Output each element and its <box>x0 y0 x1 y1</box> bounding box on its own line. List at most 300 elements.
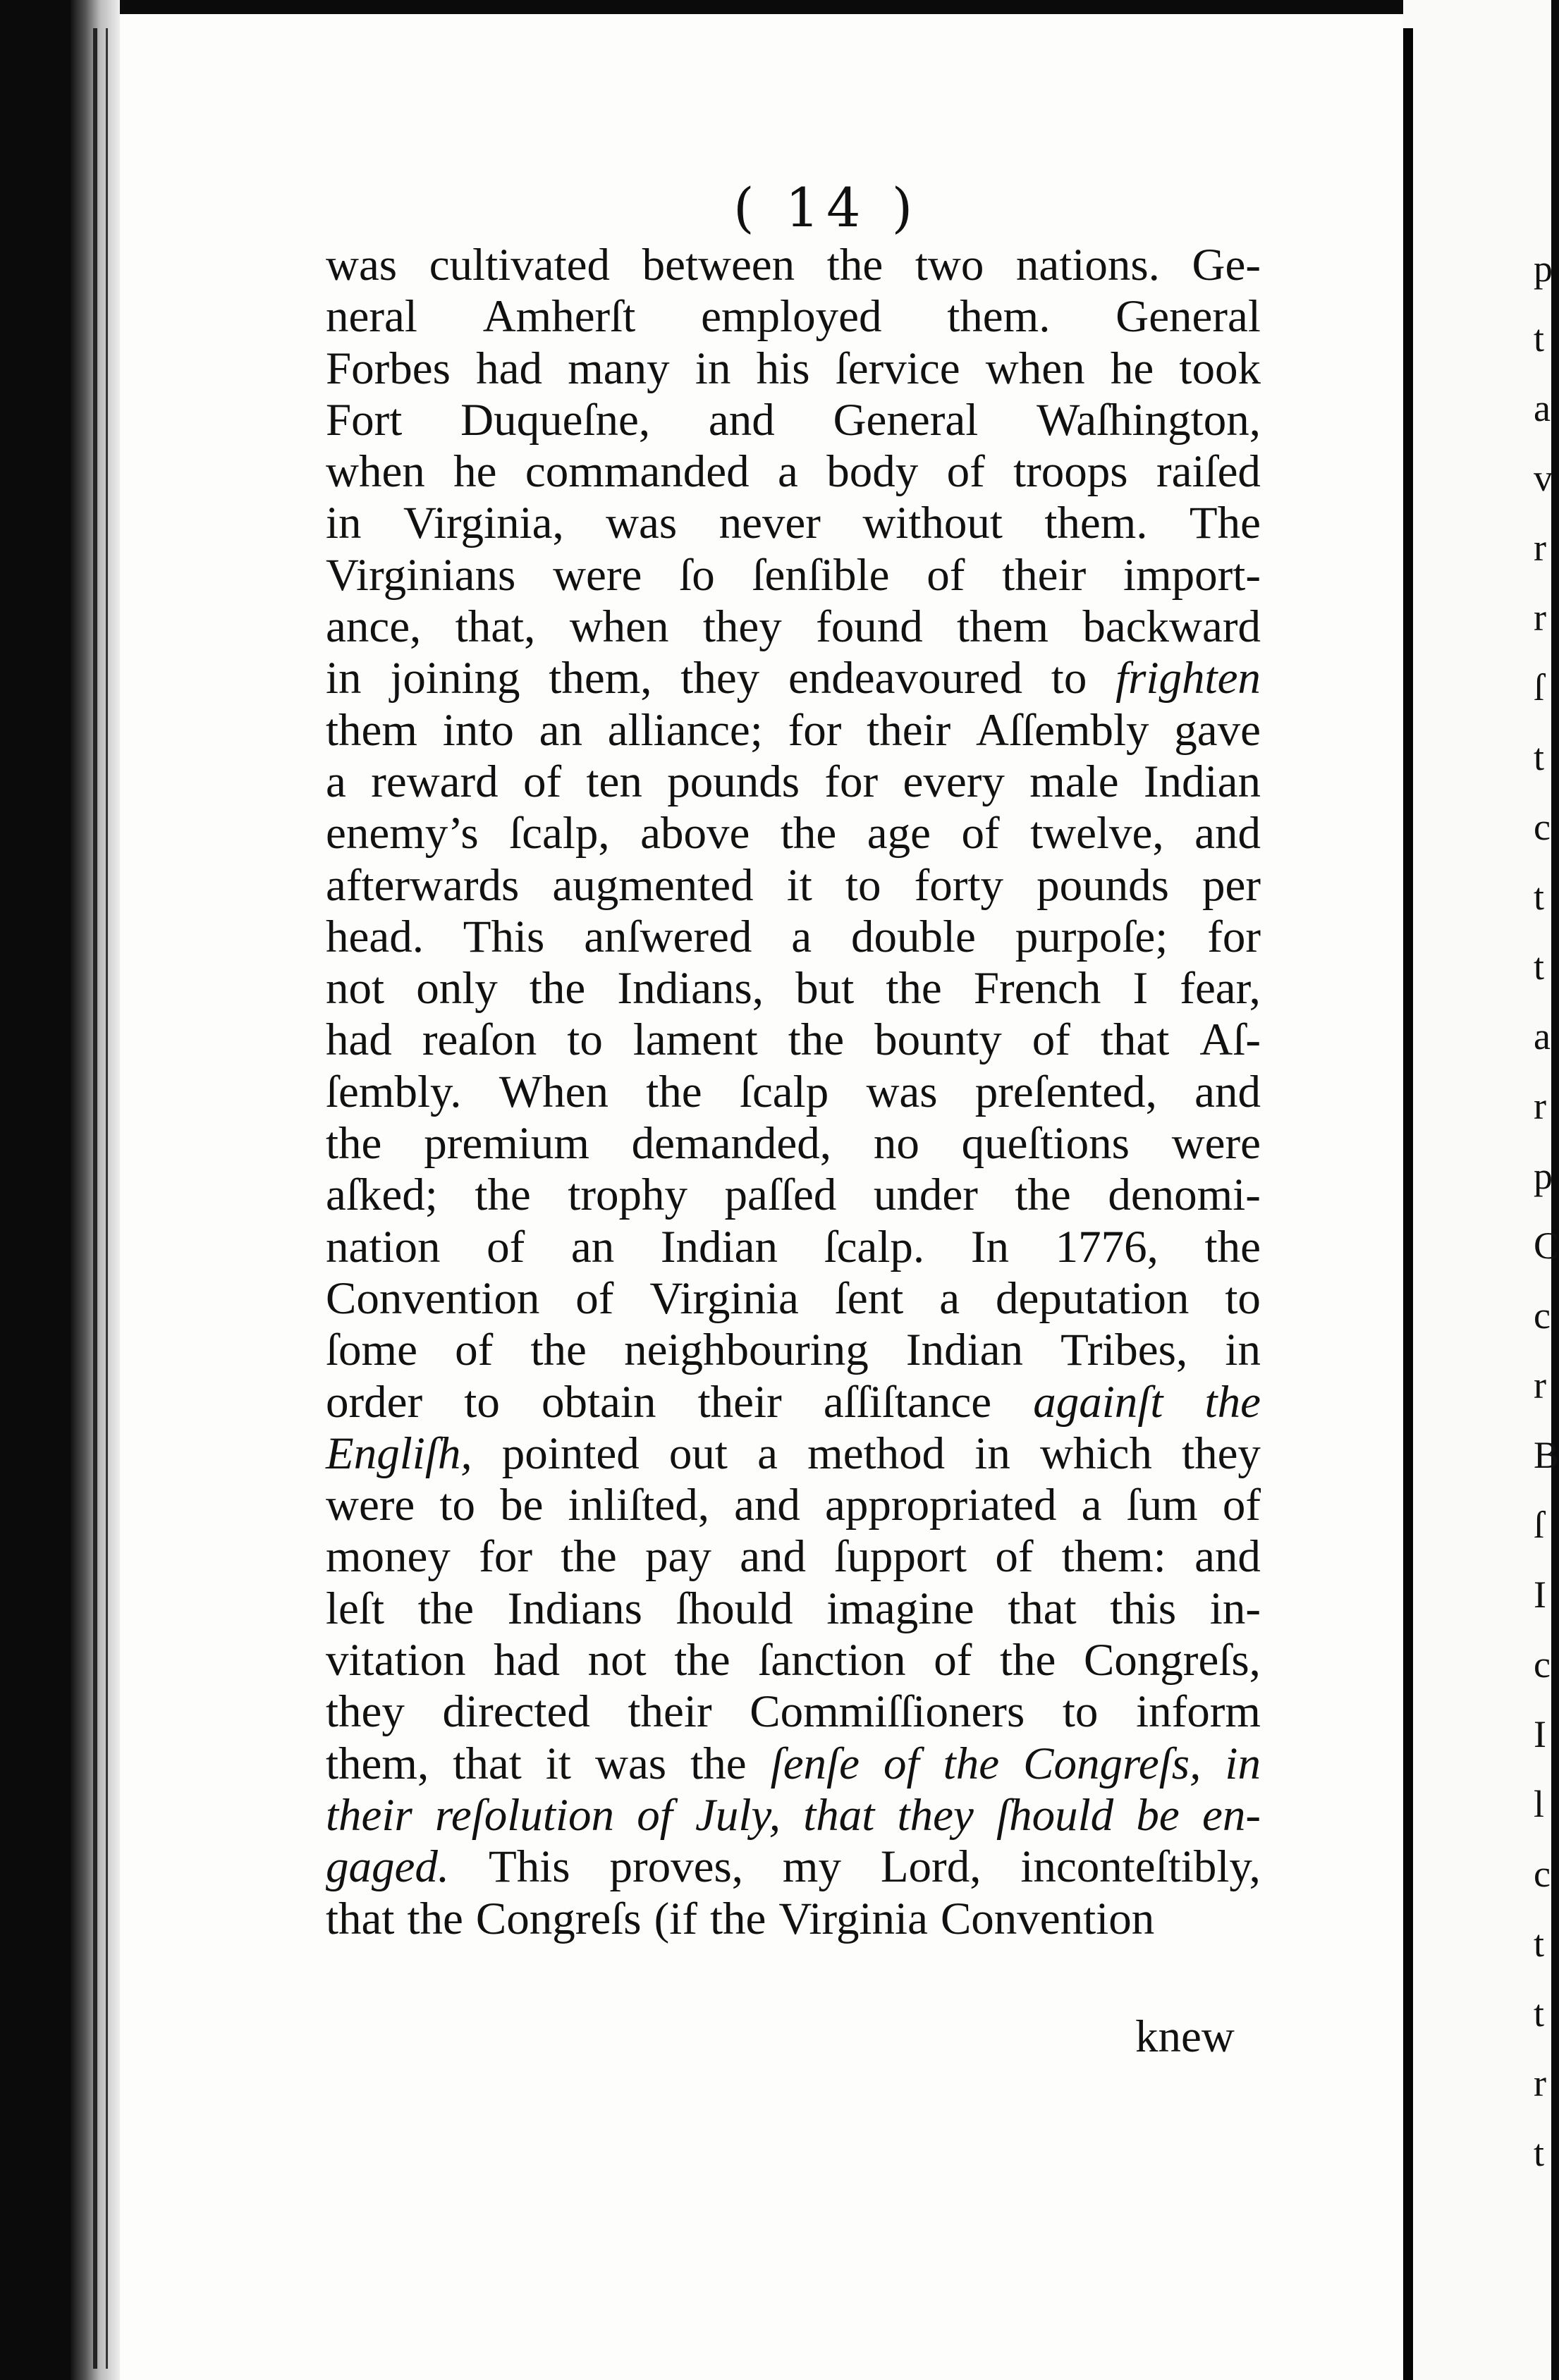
word: in <box>695 343 731 394</box>
word: pointed <box>501 1428 640 1479</box>
word: was <box>606 498 678 549</box>
word: pounds <box>667 756 800 807</box>
word: of <box>927 549 965 601</box>
word: were <box>326 1480 415 1531</box>
word: the <box>826 240 884 290</box>
word: Indian <box>905 1325 1023 1376</box>
word: of <box>487 1221 525 1272</box>
word: be <box>1136 1789 1180 1841</box>
word: out <box>668 1428 728 1479</box>
bleed-letter: ſ <box>1534 666 1545 709</box>
word: Engliſh, <box>326 1428 472 1479</box>
word: took <box>1179 343 1261 394</box>
word: in <box>326 653 362 704</box>
word: order <box>326 1376 423 1428</box>
text-line <box>326 1841 1261 1893</box>
word: no <box>873 1118 919 1170</box>
word: employed <box>701 291 882 343</box>
word: the <box>690 1738 747 1789</box>
word: a <box>939 1272 960 1324</box>
word: for <box>824 756 879 807</box>
word: In <box>970 1221 1009 1272</box>
word: reaſon <box>422 1014 537 1066</box>
word: to <box>1225 1272 1261 1324</box>
word: Congreſs, <box>1083 1635 1261 1686</box>
word: 1776, <box>1055 1221 1158 1272</box>
word: every <box>903 756 1005 807</box>
word: of <box>637 1789 673 1841</box>
word: be <box>500 1480 544 1531</box>
word: them: <box>1061 1531 1166 1583</box>
page-number: ( 14 ) <box>733 176 920 239</box>
word: that <box>1008 1583 1077 1634</box>
word: never <box>719 498 821 549</box>
word: Waſhington, <box>1037 394 1261 446</box>
bleed-letter: I <box>1534 1574 1546 1616</box>
word: their <box>1002 549 1087 601</box>
word: Aſ- <box>1199 1014 1261 1066</box>
word: that <box>803 1789 875 1841</box>
bleed-letter: c <box>1534 1294 1551 1337</box>
word: he <box>453 446 497 498</box>
word: denomi- <box>1108 1170 1261 1221</box>
text-line <box>326 653 1261 704</box>
bleed-letter: t <box>1534 317 1545 360</box>
word: alliance; <box>607 704 763 756</box>
bleed-letter: t <box>1534 2132 1545 2174</box>
word: ſenſe <box>770 1738 860 1789</box>
body-text <box>326 240 1261 1945</box>
word: ten <box>586 756 642 807</box>
word: Virginia <box>649 1272 799 1324</box>
word: of <box>961 808 1000 859</box>
text-line <box>326 291 1261 343</box>
word: above <box>640 808 750 859</box>
word: for <box>479 1531 532 1583</box>
word: Indians <box>507 1583 642 1634</box>
word: double <box>850 911 976 962</box>
word: this <box>1110 1583 1177 1634</box>
word: they <box>680 653 760 704</box>
word: ſupport <box>834 1531 967 1583</box>
word: trophy <box>568 1170 687 1221</box>
word: Indian <box>660 1221 778 1272</box>
word: July, <box>695 1789 781 1841</box>
word: ſhould <box>675 1583 793 1634</box>
word: was <box>595 1738 667 1789</box>
word: of <box>1032 1014 1070 1066</box>
word: they <box>897 1789 974 1841</box>
word: into <box>442 704 514 756</box>
word: directed <box>442 1686 590 1738</box>
word: the <box>530 1325 587 1376</box>
text-line <box>326 498 1261 549</box>
text-line <box>326 446 1261 498</box>
word: the <box>1015 1170 1071 1221</box>
word: only <box>416 963 498 1014</box>
word: ance, <box>326 601 422 653</box>
word: in <box>326 498 362 549</box>
text-line <box>326 1273 1261 1325</box>
word: the <box>1204 1221 1261 1272</box>
word: the <box>475 1170 531 1221</box>
word: purpoſe; <box>1015 911 1168 962</box>
word: an <box>570 1221 615 1272</box>
word: anſwered <box>584 911 752 962</box>
word: I <box>1132 963 1149 1014</box>
text-line <box>326 1738 1261 1790</box>
text-line <box>326 343 1261 395</box>
word: the <box>417 1583 475 1634</box>
bleed-letter: C <box>1534 1225 1559 1267</box>
bleed-letter: p <box>1534 247 1553 290</box>
word: their <box>326 1789 412 1841</box>
bleed-letter: r <box>1534 2062 1546 2104</box>
word: them. <box>1044 498 1148 549</box>
word: not <box>587 1635 647 1686</box>
word: under <box>873 1170 978 1221</box>
word: the <box>646 1066 702 1117</box>
word: had <box>476 343 543 394</box>
word: of <box>934 1635 972 1686</box>
word: cultivated <box>429 240 610 290</box>
word: raiſed <box>1156 446 1261 498</box>
word: of <box>884 1738 919 1789</box>
word: without <box>862 498 1003 549</box>
bleed-letter: a <box>1534 387 1551 429</box>
word: them <box>326 704 417 756</box>
word: ſanction <box>758 1635 906 1686</box>
text-line <box>326 1480 1261 1531</box>
word: a <box>791 911 812 962</box>
word: imagine <box>826 1583 974 1634</box>
word: when <box>985 343 1085 394</box>
word: the <box>943 1738 1000 1789</box>
word: (if <box>654 1893 697 1944</box>
word: reward <box>371 756 499 807</box>
text-line <box>326 395 1261 446</box>
word: the <box>780 808 837 859</box>
word: inconteſtibly, <box>1020 1841 1261 1893</box>
word: in <box>974 1428 1010 1479</box>
word: between <box>642 240 795 290</box>
word: reſolution <box>435 1789 614 1841</box>
bleed-letter: t <box>1534 945 1545 988</box>
word: their <box>697 1376 782 1428</box>
word: augmented <box>552 859 754 911</box>
word: of <box>946 446 985 498</box>
text-line <box>326 1583 1261 1635</box>
word: to <box>1051 653 1087 704</box>
word: them. <box>947 291 1051 343</box>
word: premium <box>424 1118 589 1170</box>
bleed-letter: r <box>1534 1085 1546 1127</box>
word: of <box>995 1531 1034 1583</box>
word: aſſiſtance <box>823 1376 992 1428</box>
word: for <box>1207 911 1261 962</box>
text-line <box>326 756 1261 808</box>
word: Amherſt <box>482 291 636 343</box>
word: the <box>674 1635 730 1686</box>
word: afterwards <box>326 859 520 911</box>
bleed-letter: c <box>1534 806 1551 848</box>
word: age <box>867 808 931 859</box>
word: twelve, <box>1030 808 1164 859</box>
word: Commiſſioners <box>750 1686 1025 1738</box>
text-line <box>326 705 1261 756</box>
text-line <box>326 1014 1261 1066</box>
word: Indians, <box>617 963 764 1014</box>
word: Lord, <box>880 1841 982 1893</box>
catchword: knew <box>1135 2011 1235 2062</box>
word: and <box>734 1480 800 1531</box>
word: Duqueſne, <box>460 394 651 446</box>
text-line <box>326 1377 1261 1428</box>
bleed-letter: t <box>1534 1992 1545 2035</box>
text-line <box>326 912 1261 963</box>
text-line <box>326 963 1261 1014</box>
bleed-letter: c <box>1534 1643 1551 1686</box>
word: ſome <box>326 1325 417 1376</box>
word: ſcalp. <box>824 1221 925 1272</box>
word: the <box>561 1531 617 1583</box>
word: enemy’s <box>326 808 479 859</box>
word: commanded <box>525 446 750 498</box>
word: two <box>915 240 984 290</box>
word: their <box>867 704 951 756</box>
word: Tribes, <box>1060 1325 1188 1376</box>
word: for <box>788 704 842 756</box>
word: their <box>628 1686 712 1738</box>
bleed-letter: t <box>1534 736 1545 778</box>
word: he <box>1110 343 1154 394</box>
text-line <box>326 860 1261 912</box>
text-line <box>326 1118 1261 1170</box>
word: a <box>326 756 346 807</box>
word: preſented, <box>974 1066 1157 1117</box>
bleed-letter: a <box>1534 1015 1551 1057</box>
text-line <box>326 1686 1261 1738</box>
word: body <box>826 446 919 498</box>
word: the <box>999 1635 1056 1686</box>
word: neighbouring <box>624 1325 869 1376</box>
word: This <box>463 911 545 962</box>
word: when <box>569 601 669 653</box>
word: to <box>464 1376 500 1428</box>
word: had <box>494 1635 561 1686</box>
word: of <box>455 1325 494 1376</box>
word: Congreſs, <box>1023 1738 1202 1789</box>
word: The <box>1189 498 1261 549</box>
word: bounty <box>874 1014 1002 1066</box>
word: were <box>1171 1118 1261 1170</box>
word: head. <box>326 911 424 962</box>
word: General <box>833 394 979 446</box>
word: obtain <box>542 1376 656 1428</box>
word: gaged. <box>326 1841 450 1893</box>
word: them, <box>549 653 652 704</box>
word: in- <box>1209 1583 1261 1634</box>
word: nation <box>326 1221 441 1272</box>
word: ſembly. <box>326 1066 462 1117</box>
word: vitation <box>326 1635 466 1686</box>
word: the <box>529 963 586 1014</box>
word: ſent <box>834 1272 904 1324</box>
word: that <box>453 1738 522 1789</box>
text-line <box>326 1635 1261 1686</box>
word: and <box>1194 1531 1261 1583</box>
word: was <box>326 240 398 290</box>
word: they <box>702 601 782 653</box>
word: per <box>1202 859 1261 911</box>
word: fear, <box>1180 963 1261 1014</box>
bleed-letter: r <box>1534 1364 1546 1406</box>
text-line <box>326 1222 1261 1273</box>
bleed-letter: B <box>1534 1434 1559 1476</box>
word: which <box>1040 1428 1152 1479</box>
text-line <box>326 1531 1261 1583</box>
bleed-letter: ſ <box>1534 1504 1545 1546</box>
word: When <box>499 1066 609 1117</box>
word: it <box>545 1738 571 1789</box>
word: my <box>782 1841 841 1893</box>
word: gave <box>1174 704 1261 756</box>
word: it <box>786 859 812 911</box>
word: forty <box>914 859 1003 911</box>
word: when <box>326 446 425 498</box>
word: proves, <box>609 1841 743 1893</box>
word: but <box>795 963 855 1014</box>
word: in <box>1225 1738 1261 1789</box>
word: ſo <box>679 549 715 601</box>
word: inliſted, <box>568 1480 709 1531</box>
word: Congreſs <box>475 1893 642 1944</box>
word: that, <box>455 601 536 653</box>
word: and <box>708 394 775 446</box>
word: male <box>1029 756 1119 807</box>
word: and <box>1194 1066 1261 1117</box>
word: Virginia, <box>403 498 564 549</box>
word: Virginians <box>326 549 516 601</box>
word: ſcalp, <box>509 808 610 859</box>
word: paſſed <box>724 1170 837 1221</box>
word: of <box>1222 1480 1261 1531</box>
word: inform <box>1136 1686 1261 1738</box>
word: that <box>326 1893 395 1944</box>
word: pounds <box>1037 859 1169 911</box>
word: endeavoured <box>788 653 1022 704</box>
word: to <box>1062 1686 1099 1738</box>
text-line <box>326 1790 1261 1841</box>
page-divider <box>1403 28 1413 2380</box>
word: backward <box>1082 601 1261 653</box>
word: method <box>807 1428 946 1479</box>
word: againſt <box>1033 1376 1163 1428</box>
word: had <box>326 1014 392 1066</box>
word: joining <box>390 653 520 704</box>
word: queſtions <box>961 1118 1130 1170</box>
word: many <box>568 343 670 394</box>
bleed-letter: t <box>1534 876 1545 918</box>
word: the <box>407 1893 463 1944</box>
bleed-letter: l <box>1534 1783 1545 1825</box>
word: deputation <box>996 1272 1190 1324</box>
word: not <box>326 963 385 1014</box>
word: that <box>1100 1014 1170 1066</box>
word: appropriated <box>825 1480 1057 1531</box>
word: ſcalp <box>739 1066 829 1117</box>
word: to <box>845 859 881 911</box>
bleed-letter: r <box>1534 596 1546 639</box>
word: frighten <box>1115 653 1261 704</box>
word: a <box>757 1428 778 1479</box>
word: a <box>1081 1480 1102 1531</box>
word: nations. <box>1015 240 1160 290</box>
word: Forbes <box>326 343 451 394</box>
word: lament <box>632 1014 758 1066</box>
word: was <box>866 1066 938 1117</box>
word: a <box>777 446 798 498</box>
word: neral <box>326 291 417 343</box>
word: French <box>973 963 1101 1014</box>
text-line <box>326 1067 1261 1118</box>
bleed-letter: c <box>1534 1853 1551 1895</box>
word: leſt <box>326 1583 385 1634</box>
text-line <box>326 1325 1261 1376</box>
word: and <box>1194 808 1261 859</box>
word: ſhould <box>996 1789 1114 1841</box>
word: aſked; <box>326 1170 438 1221</box>
word: in <box>1225 1325 1261 1376</box>
word: en- <box>1202 1789 1261 1841</box>
text-line <box>326 550 1261 601</box>
text-line <box>326 808 1261 859</box>
word: pay <box>644 1531 711 1583</box>
word: ſervice <box>835 343 960 394</box>
word: the <box>1204 1376 1261 1428</box>
word: money <box>326 1531 451 1583</box>
word: the <box>709 1893 766 1944</box>
word: Indian <box>1143 756 1261 807</box>
word: found <box>816 601 923 653</box>
facing-page-edge <box>1403 0 1551 2380</box>
word: This <box>489 1841 570 1893</box>
word: an <box>539 704 582 756</box>
text-line <box>326 601 1261 653</box>
bleed-letter: t <box>1534 1922 1545 1965</box>
gutter-line <box>93 28 97 2369</box>
word: Convention <box>940 1893 1155 1944</box>
gutter-line <box>106 28 108 2369</box>
word: them, <box>326 1738 429 1789</box>
word: they <box>326 1686 405 1738</box>
word: ſum <box>1126 1480 1198 1531</box>
word: demanded, <box>631 1118 832 1170</box>
word: they <box>1182 1428 1261 1479</box>
word: of <box>575 1272 614 1324</box>
bleed-letter: r <box>1534 527 1546 569</box>
text-line <box>326 1170 1261 1221</box>
word: the <box>326 1118 382 1170</box>
word: Ge- <box>1192 240 1261 290</box>
word: troops <box>1013 446 1128 498</box>
word: were <box>553 549 642 601</box>
bleed-letter: I <box>1534 1713 1546 1755</box>
word: them <box>957 601 1049 653</box>
bleed-letter: v <box>1534 457 1553 499</box>
word: Virginia <box>778 1893 928 1944</box>
text-line <box>326 1428 1261 1480</box>
